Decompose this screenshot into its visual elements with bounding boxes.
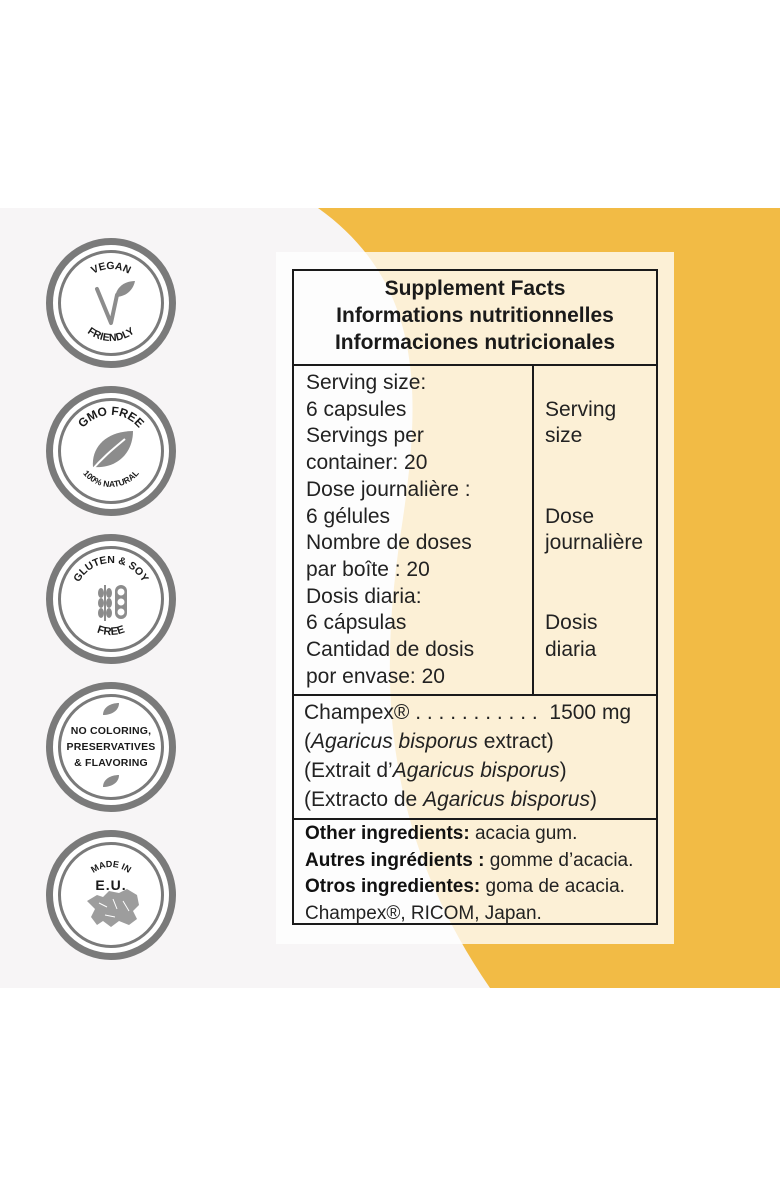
badge-bottom-text: FRIENDLY	[85, 325, 137, 345]
serving-line: Dosis diaria:	[306, 584, 422, 608]
column-header: diaria	[545, 638, 597, 661]
ingredient-desc-es: (Extracto de Agaricus bisporus)	[304, 788, 597, 811]
column-header: Serving	[545, 397, 617, 421]
svg-text:GLUTEN & SOY	[71, 554, 150, 584]
svg-text:GMO FREE	[75, 404, 147, 430]
svg-text:FRIENDLY	[85, 325, 136, 344]
ingredient-source: Champex®, RICOM, Japan.	[305, 902, 542, 924]
badge-top-text: VEGAN	[89, 259, 133, 277]
other-ingredients-es: Otros ingredientes: goma de acacia.	[305, 876, 625, 897]
serving-line: container: 20	[306, 451, 428, 475]
no-coloring-badge	[46, 682, 176, 812]
badge-top-text: MADE IN	[89, 858, 133, 875]
ingredient-desc-en: (Agaricus bisporus extract)	[304, 730, 554, 753]
gmo-free-badge	[46, 386, 176, 516]
badge-top-text: GMO FREE	[75, 403, 147, 431]
serving-line: Nombre de doses	[306, 531, 472, 555]
serving-line: por envase: 20	[306, 664, 445, 688]
supplement-facts-table	[292, 269, 658, 925]
svg-text:FREE	[96, 624, 126, 639]
serving-line: Dose journalière :	[306, 477, 471, 501]
serving-line: 6 cápsulas	[306, 611, 407, 635]
serving-line: Servings per	[306, 424, 424, 448]
vegan-friendly-badge	[46, 238, 176, 368]
other-ingredients-en: Other ingredients: acacia gum.	[305, 823, 578, 844]
column-header: Dose	[545, 504, 595, 528]
serving-line: Cantidad de dosis	[306, 638, 475, 661]
supplement-card	[276, 252, 674, 944]
badge-top-text: GLUTEN & SOY	[71, 553, 151, 585]
column-header: size	[545, 424, 583, 448]
facts-title-es: Informaciones nutricionales	[334, 331, 616, 354]
facts-title-en: Supplement Facts	[384, 277, 566, 300]
facts-title-fr: Informations nutritionnelles	[336, 304, 614, 327]
badge-bottom-text: FREE	[95, 623, 127, 639]
svg-text:100% NATURAL	[81, 468, 140, 489]
svg-text:MADE IN	[89, 859, 133, 875]
svg-text:VEGAN	[89, 260, 132, 277]
serving-line: Serving size:	[306, 371, 427, 394]
badge-bottom-text: 100% NATURAL	[81, 468, 141, 490]
wheat-soy-icon	[98, 585, 127, 621]
column-header: Dosis	[545, 611, 598, 635]
ingredient-amount-section	[294, 694, 656, 820]
leaf-icon	[91, 431, 133, 471]
ingredient-desc-fr: (Extrait d’Agaricus bisporus)	[304, 759, 567, 782]
serving-section	[294, 364, 656, 696]
column-header: journalière	[545, 531, 644, 555]
made-in-eu-badge	[46, 830, 176, 960]
serving-line: 6 capsules	[306, 397, 407, 421]
facts-header	[294, 271, 656, 366]
badge-text: NO COLORING, PRESERVATIVES & FLAVORING	[66, 725, 156, 769]
serving-line: 6 gélules	[306, 504, 391, 528]
badge-center-text: E.U.	[95, 877, 127, 893]
europe-map-icon	[87, 889, 139, 927]
column-divider	[532, 364, 534, 694]
serving-line: par boîte : 20	[306, 557, 430, 581]
gluten-soy-free-badge	[46, 534, 176, 664]
vegan-leaf-icon	[97, 281, 135, 323]
ingredient-row: Champex® . . . . . . . . . . . 1500 mg	[304, 701, 632, 724]
other-ingredients-fr: Autres ingrédients : gomme d’acacia.	[305, 849, 634, 871]
